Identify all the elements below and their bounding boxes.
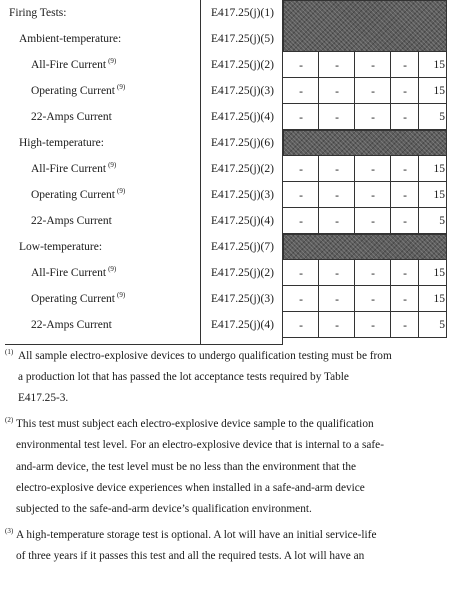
row-reference: E417.25(j)(4) [211,111,274,123]
row-label: 22-Amps Current [31,319,112,331]
footnote-ref-superscript: (9) [117,83,126,91]
row-reference: E417.25(j)(4) [211,215,274,227]
value-dash: - [403,86,407,98]
sample-count: 15 [433,267,445,279]
footnote-marker: (2) [5,416,14,425]
row-reference: E417.25(j)(5) [211,33,274,45]
value-dash: - [403,190,407,202]
row-label: Operating Current $^{(9)}$ [31,83,126,97]
footnote-line: This test must subject each electro-explosive device sample to the qualification [16,418,374,431]
value-dash: - [371,112,375,124]
value-dash: - [403,294,407,306]
row-reference: E417.25(j)(1) [211,7,274,19]
sample-count: 5 [439,111,445,123]
value-dash: - [299,112,303,124]
sample-count: 15 [433,293,445,305]
footnote-ref-superscript: (9) [108,265,117,273]
row-reference: E417.25(j)(6) [211,137,274,149]
footnote-line: of three years if it passes this test and all the required tests. A lot will have an [16,549,365,562]
row-label: All-Fire Current $^{(9)}$ [31,161,117,175]
shaded-cell-block [283,130,447,156]
value-dash: - [299,164,303,176]
footnote-ref-superscript: (9) [117,291,126,299]
value-dash: - [299,190,303,202]
value-dash: - [403,268,407,280]
value-dash: - [299,86,303,98]
row-label: 22-Amps Current [31,215,112,227]
row-reference: E417.25(j)(4) [211,319,274,331]
footnote-ref-superscript: (9) [108,161,117,169]
value-dash: - [403,216,407,228]
value-dash: - [335,164,339,176]
footnote-ref-superscript: (9) [108,57,117,65]
row-label: Ambient-temperature: [19,33,122,45]
value-dash: - [403,60,407,72]
row-label: All-Fire Current $^{(9)}$ [31,57,117,71]
test-requirements-table [5,0,447,345]
footnote-ref-superscript: (9) [117,187,126,195]
value-dash: - [371,190,375,202]
value-dash: - [299,268,303,280]
footnote-line: environmental test level. For an electro-explosive device that is internal to a safe- [16,439,384,452]
footnote-line: A high-temperature storage test is optional. A lot will have an initial service-life [16,528,377,541]
footnote-line: a production lot that has passed the lot acceptance tests required by Table [18,371,349,384]
shaded-cell-block [283,0,447,52]
value-dash: - [335,60,339,72]
value-dash: - [299,60,303,72]
row-reference: E417.25(j)(3) [211,189,274,201]
value-dash: - [403,112,407,124]
row-reference: E417.25(j)(3) [211,293,274,305]
value-dash: - [335,216,339,228]
row-label: High-temperature: [19,137,104,149]
row-reference: E417.25(j)(3) [211,85,274,97]
footnote-line: E417.25-3. [18,392,69,405]
value-dash: - [371,216,375,228]
value-dash: - [371,164,375,176]
value-dash: - [335,86,339,98]
footnote-marker: (1) [5,348,14,356]
row-reference: E417.25(j)(7) [211,241,274,253]
value-dash: - [335,190,339,202]
row-label: All-Fire Current $^{(9)}$ [31,265,117,279]
sample-count: 15 [433,59,445,71]
row-reference: E417.25(j)(2) [211,267,274,279]
sample-count: 15 [433,85,445,97]
footnote-line: All sample electro-explosive devices to undergo qualification testing must be from [18,350,392,362]
value-dash: - [403,320,407,332]
value-dash: - [299,320,303,332]
value-dash: - [335,268,339,280]
row-label: Low-temperature: [19,241,103,253]
sample-count: 15 [433,163,445,175]
shaded-cell-block [283,234,447,260]
value-dash: - [335,112,339,124]
sample-count: 5 [439,319,445,331]
row-reference: E417.25(j)(2) [211,163,274,175]
value-dash: - [371,60,375,72]
value-dash: - [299,294,303,306]
footnote-line: electro-explosive device experiences when installed in a safe-and-arm device [16,481,365,494]
value-dash: - [371,294,375,306]
row-label: 22-Amps Current [31,111,112,123]
row-reference: E417.25(j)(2) [211,59,274,71]
value-dash: - [335,320,339,332]
row-label: Firing Tests: [9,7,67,19]
footnote-line: and-arm device, the test level must be no less than the environment that the [16,460,357,473]
sample-count: 5 [439,215,445,227]
row-label: Operating Current $^{(9)}$ [31,187,126,201]
sample-count: 15 [433,189,445,201]
footnote-marker: (3) [5,526,14,535]
value-dash: - [299,216,303,228]
value-dash: - [371,320,375,332]
footnote-line: subjected to the safe-and-arm device’s qualification environment. [16,502,312,515]
value-dash: - [371,86,375,98]
row-label: Operating Current $^{(9)}$ [31,291,126,305]
value-dash: - [371,268,375,280]
value-dash: - [403,164,407,176]
value-dash: - [335,294,339,306]
